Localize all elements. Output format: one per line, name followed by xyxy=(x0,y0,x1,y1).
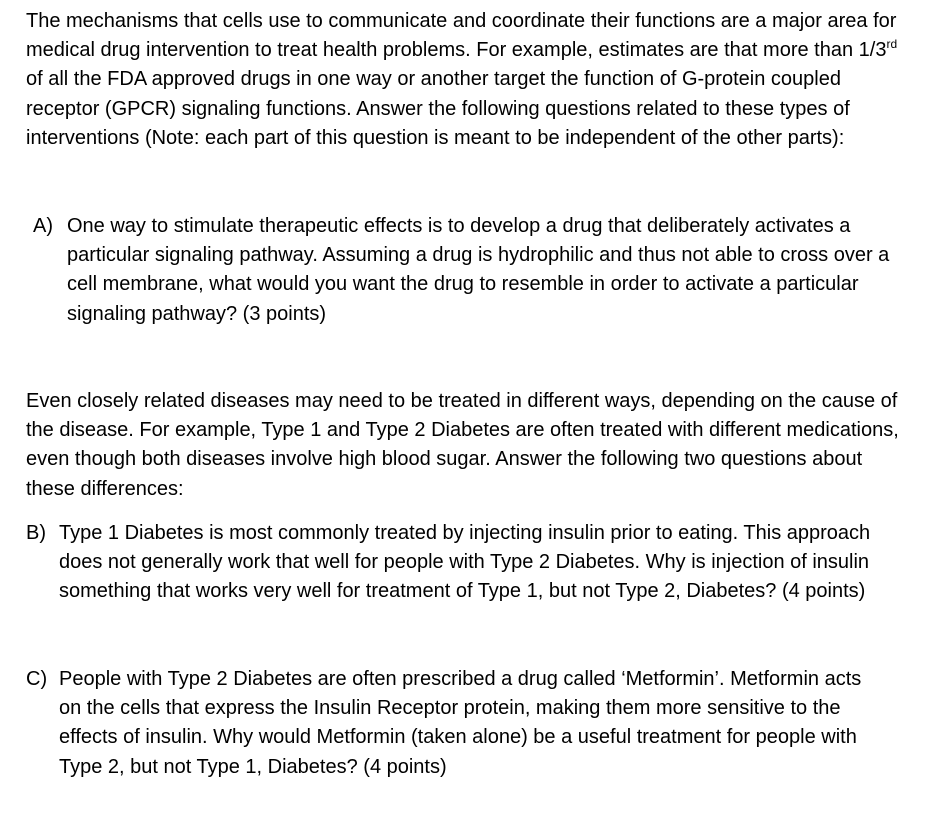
intro-paragraph xyxy=(26,7,916,153)
ordinal-superscript: rd xyxy=(886,37,898,52)
question-c xyxy=(26,665,886,782)
section-two-paragraph: Even closely related diseases may need to be treated in different ways, depending on the cause of the disease. For example, Type 1 and Type 2 Diabetes are often treated with different medications, even though both diseases involve high blood sugar. Answer the following two questions about these differences: xyxy=(26,390,899,500)
question-b-marker: B) xyxy=(26,522,46,544)
question-c-text: People with Type 2 Diabetes are often prescribed a drug called ‘Metformin’. Metformin acts on the cells that express the Insulin Receptor protein, making them more sensitive to the effects of insulin. Why would Metformin (taken alone) be a useful treatment for people with Type 2, but not Type 1, Diabetes? (4 points) xyxy=(59,668,862,778)
question-b xyxy=(26,519,886,607)
intro-text-end: of all the FDA approved drugs in one way or another target the function of G-protein coupled receptor (GPCR) signaling functions. Answer the following questions related to these types of interventions (Note: each part of this question is meant to be independent of the other parts): xyxy=(26,68,850,149)
question-b-text: Type 1 Diabetes is most commonly treated by injecting insulin prior to eating. This approach does not generally work that well for people with Type 2 Diabetes. Why is injection of insulin something that works very well for treatment of Type 1, but not Type 2, Diabetes? (4 points) xyxy=(59,522,871,603)
question-a-marker: A) xyxy=(33,215,53,237)
question-a-text: One way to stimulate therapeutic effects is to develop a drug that deliberately activates a particular signaling pathway. Assuming a drug is hydrophilic and thus not able to cross over a cell membrane, what would you want the drug to resemble in order to activate a particular signaling pathway? (3 points) xyxy=(67,215,890,325)
question-a xyxy=(33,212,893,329)
intro-text-start: The mechanisms that cells use to communicate and coordinate their functions are a major area for medical drug intervention to treat health problems. For example, estimates are that more than 1/3 xyxy=(26,10,897,62)
question-c-marker: C) xyxy=(26,668,48,690)
